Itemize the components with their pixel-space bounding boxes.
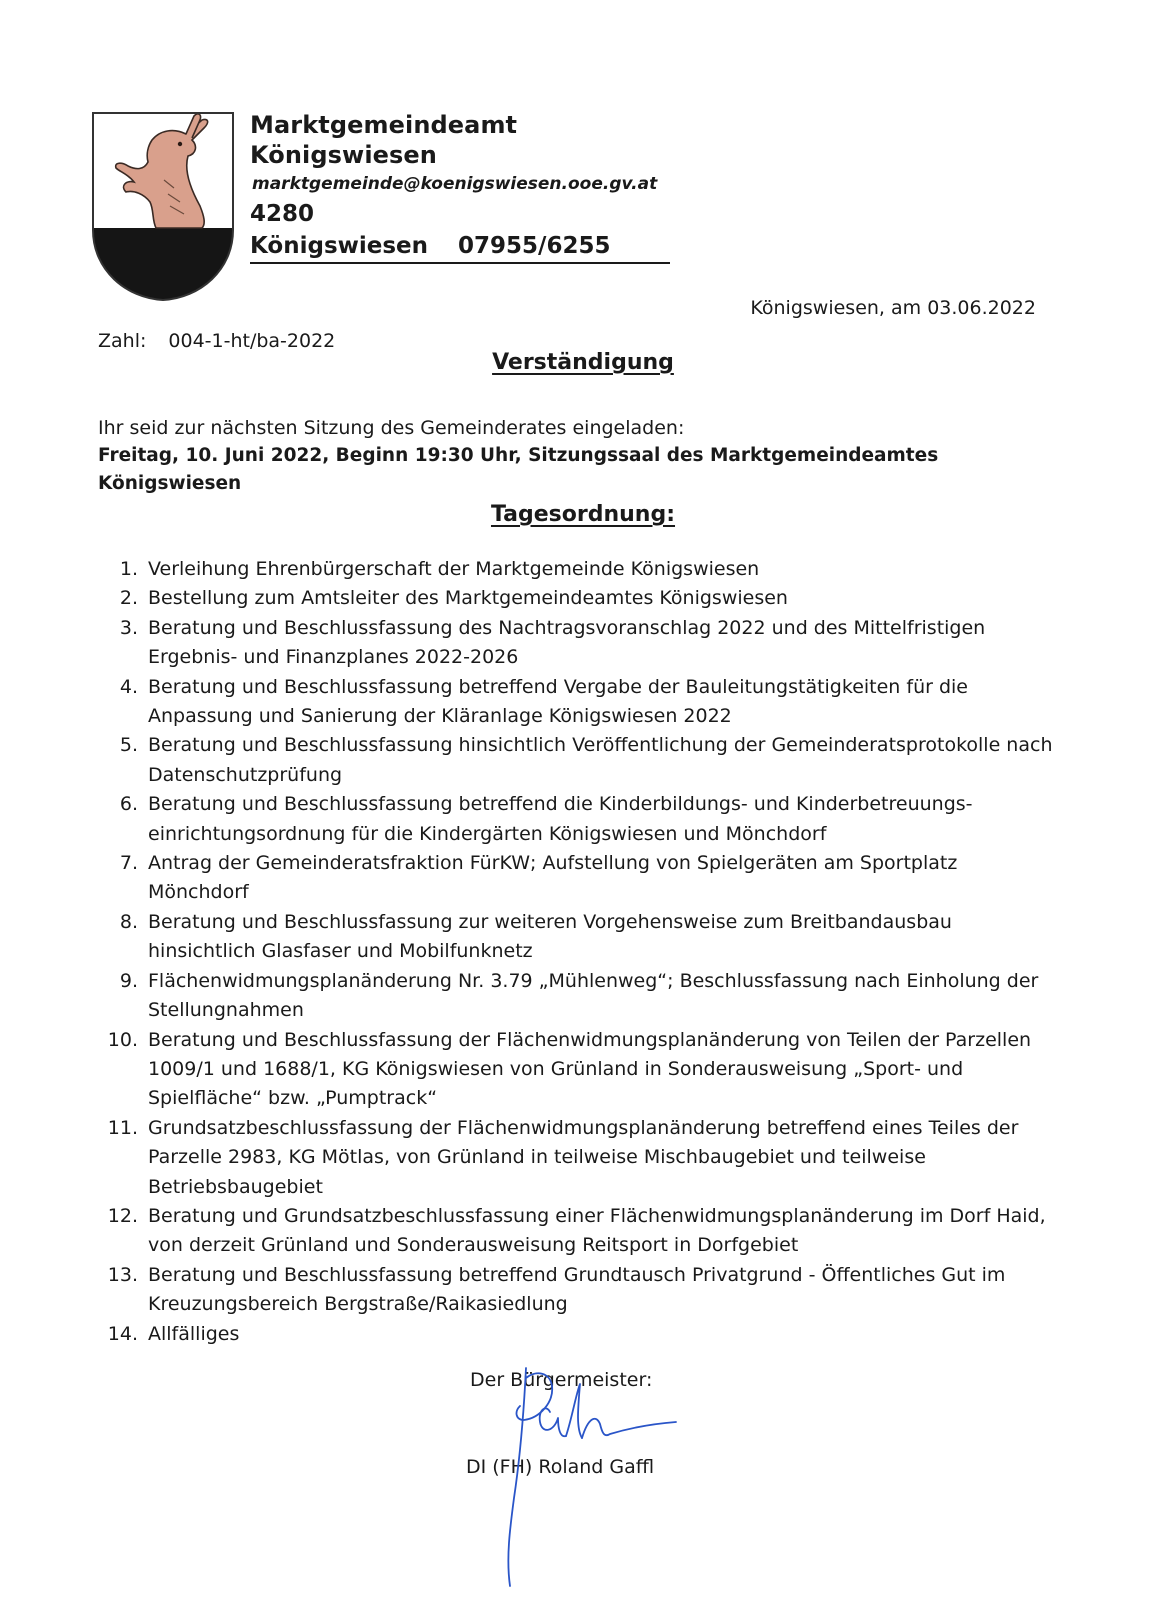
agenda-item — [98, 1026, 1058, 1114]
address-phone-line — [250, 198, 670, 264]
agenda-item — [98, 967, 1058, 1026]
letterhead — [250, 110, 670, 264]
agenda-item-number: 7. — [119, 852, 138, 875]
invitation-line: Ihr seid zur nächsten Sitzung des Gemeinderates eingeladen: — [98, 417, 685, 439]
reference-label: Zahl: — [98, 330, 147, 352]
agenda-item-text: Flächenwidmungsplanänderung Nr. 3.79 „Mühlenweg“; Beschlussfassung nach Einholung der Stellungnahmen — [148, 969, 1039, 1022]
coat-of-arms-icon — [90, 110, 236, 302]
agenda-item-text: Beratung und Beschlussfassung hinsichtlich Veröffentlichung der Gemeinderatsprotokolle nach Datenschutzprüfung — [148, 734, 1053, 786]
agenda-item — [98, 614, 1058, 673]
agenda-item — [98, 790, 1058, 849]
agenda-item-number: 1. — [119, 558, 138, 580]
agenda-item-text: Beratung und Beschlussfassung betreffend Vergabe der Bauleitungstätigkeiten für die Anpassung und Sanierung der Kläranlage Königswiesen 2022 — [148, 675, 968, 728]
postal-address: 4280 Königswiesen — [250, 201, 429, 259]
agenda-item-text: Bestellung zum Amtsleiter des Marktgemeindeamtes Königswiesen — [148, 587, 788, 610]
agenda-item — [98, 1114, 1058, 1202]
agenda-item — [98, 1261, 1058, 1320]
handwritten-signature — [480, 1348, 690, 1598]
agenda-item-text: Allfälliges — [148, 1322, 240, 1345]
agenda-item — [98, 1202, 1058, 1261]
agenda-item-number: 11. — [107, 1116, 138, 1139]
agenda-item-number: 9. — [119, 969, 138, 992]
agenda-item — [98, 673, 1058, 732]
agenda-list — [98, 555, 1058, 1349]
agenda-item-text: Beratung und Beschlussfassung der Flächenwidmungsplanänderung von Teilen der Parzellen 1009/1 und 1688/1, KG Königswiesen von Grünland in Sonderausweisung „Sport- und Spielfläche“ bzw. „Pumptrack“ — [148, 1028, 1032, 1110]
agenda-item-number: 14. — [107, 1322, 138, 1345]
agenda-item-number: 8. — [119, 910, 138, 933]
agenda-item-text: Beratung und Beschlussfassung betreffend Grundtausch Privatgrund - Öffentliches Gut im Kreuzungsbereich Bergstraße/Raikasiedlung — [148, 1263, 1006, 1316]
agenda-item — [98, 584, 1058, 613]
meeting-details: Freitag, 10. Juni 2022, Beginn 19:30 Uhr, Sitzungssaal des Marktgemeindeamtes Königswiesen — [98, 445, 939, 494]
signatory-role: Der Bürgermeister: — [470, 1369, 653, 1391]
agenda-item-text: Beratung und Beschlussfassung des Nachtragsvoranschlag 2022 und des Mittelfristigen Ergebnis- und Finanzplanes 2022-2026 — [148, 616, 986, 669]
agenda-item-number: 10. — [107, 1028, 138, 1051]
agenda-item-text: Beratung und Beschlussfassung zur weiteren Vorgehensweise zum Breitbandausbau hinsichtlich Glasfaser und Mobilfunknetz — [148, 910, 952, 963]
agenda-item-number: 12. — [107, 1204, 138, 1227]
agenda-item-text: Beratung und Grundsatzbeschlussfassung einer Flächenwidmungsplanänderung im Dorf Haid, von derzeit Grünland und Sonderausweisung Reitsport in Dorfgebiet — [148, 1204, 1046, 1257]
agenda-item-text: Antrag der Gemeinderatsfraktion FürKW; Aufstellung von Spielgeräten am Sportplatz Mönchdorf — [148, 852, 958, 904]
agenda-item-number: 2. — [119, 587, 138, 610]
invitation-text — [98, 414, 1078, 498]
agenda-item-number: 6. — [119, 793, 138, 816]
agenda-item-text: Beratung und Beschlussfassung betreffend die Kinderbildungs- und Kinderbetreuungs-einrichtungsordnung für die Kindergärten Königswiesen und Mönchdorf — [148, 793, 973, 845]
reference-number: 004-1-ht/ba-2022 — [168, 330, 336, 352]
agenda-item-number: 4. — [119, 675, 138, 698]
document-heading: Verständigung — [492, 350, 674, 375]
document-date: Königswiesen, am 03.06.2022 — [750, 297, 1036, 319]
phone-number: 07955/6255 — [458, 233, 611, 259]
agenda-item — [98, 849, 1058, 908]
agenda-item-text: Grundsatzbeschlussfassung der Flächenwidmungsplanänderung betreffend eines Teiles der Parzelle 2983, KG Mötlas, von Grünland in teilweise Mischbaugebiet und teilweise Betriebsbaugebiet — [148, 1116, 1019, 1198]
agenda-item — [98, 1320, 1058, 1349]
agenda-item — [98, 908, 1058, 967]
agenda-heading: Tagesordnung: — [490, 502, 676, 527]
agenda-item-number: 13. — [107, 1263, 138, 1286]
agenda-item — [98, 731, 1058, 790]
organization-email[interactable]: marktgemeinde@koenigswiesen.ooe.gv.at — [252, 174, 658, 194]
agenda-item-number: 5. — [119, 734, 138, 757]
reference-line — [98, 330, 335, 352]
organization-name: Marktgemeindeamt Königswiesen — [250, 111, 518, 169]
signatory-name: DI (FH) Roland Gaffl — [466, 1456, 655, 1478]
agenda-item-number: 3. — [119, 616, 138, 639]
agenda-item — [98, 555, 1058, 584]
agenda-item-text: Verleihung Ehrenbürgerschaft der Marktgemeinde Königswiesen — [148, 558, 760, 580]
